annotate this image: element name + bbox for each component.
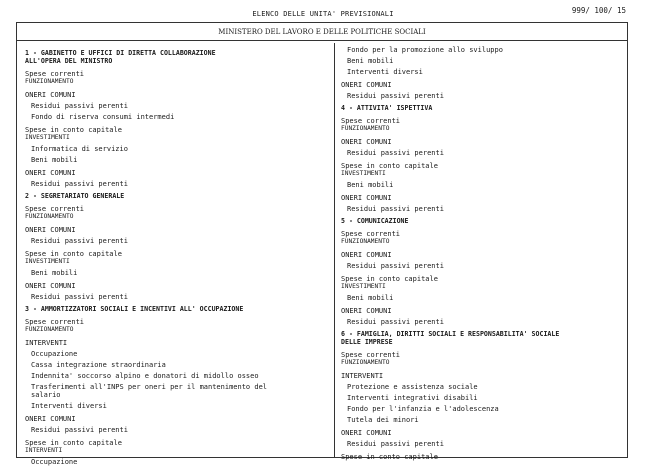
page-reference: 999/ 100/ 15	[571, 6, 626, 15]
section-heading: DELLE IMPRESE	[341, 338, 393, 346]
subcategory-label: INVESTIMENTI	[341, 170, 386, 177]
table-frame	[16, 22, 628, 466]
budget-item: Interventi diversi	[347, 68, 423, 76]
category-label: ONERI COMUNI	[341, 307, 392, 315]
document-title: ELENCO DELLE UNITA' PREVISIONALI	[252, 10, 394, 18]
category-label: Spese in conto capitale	[341, 453, 438, 461]
subcategory-label: FUNZIONAMENTO	[25, 213, 74, 220]
budget-item: Residui passivi perenti	[31, 237, 128, 245]
category-label: INTERVENTI	[25, 339, 68, 347]
budget-item: Beni mobili	[347, 57, 394, 65]
left-column	[25, 45, 325, 466]
budget-item: Cassa integrazione straordinaria	[31, 361, 166, 369]
section-heading: 1 - GABINETTO E UFFICI DI DIRETTA COLLABORAZIONE	[25, 49, 216, 57]
budget-item: Informatica di servizio	[31, 145, 128, 153]
budget-item: Residui passivi perenti	[347, 318, 444, 326]
category-label: ONERI COMUNI	[341, 138, 392, 146]
category-label: ONERI COMUNI	[341, 194, 392, 202]
section-heading: 4 - ATTIVITA' ISPETTIVA	[341, 104, 433, 112]
category-label: Spese correnti	[341, 117, 401, 125]
category-label: Spese in conto capitale	[25, 439, 122, 447]
budget-item: Residui passivi perenti	[31, 102, 128, 110]
category-label: Spese correnti	[341, 351, 401, 359]
category-label: ONERI COMUNI	[25, 226, 76, 234]
budget-item: Fondo per l'infanzia e l'adolescenza	[347, 405, 499, 413]
budget-item: Fondo per la promozione allo sviluppo	[347, 46, 503, 54]
subcategory-label: FUNZIONAMENTO	[25, 326, 74, 333]
budget-item: Residui passivi perenti	[31, 180, 128, 188]
budget-item: salario	[31, 391, 61, 399]
subcategory-label: FUNZIONAMENTO	[341, 238, 390, 245]
category-label: ONERI COMUNI	[25, 91, 76, 99]
budget-item: Beni mobili	[31, 269, 78, 277]
budget-item: Protezione e assistenza sociale	[347, 383, 478, 391]
budget-item: Indennita' soccorso alpino e donatori di midollo osseo	[31, 372, 259, 380]
section-heading: 2 - SEGRETARIATO GENERALE	[25, 192, 125, 200]
category-label: ONERI COMUNI	[25, 415, 76, 423]
category-label: Spese correnti	[25, 318, 85, 326]
budget-item: Tutela dei minori	[347, 416, 419, 424]
budget-item: Residui passivi perenti	[347, 92, 444, 100]
section-heading: 3 - AMMORTIZZATORI SOCIALI E INCENTIVI ALL' OCCUPAZIONE	[25, 305, 244, 313]
budget-item: Interventi diversi	[31, 402, 107, 410]
category-label: Spese in conto capitale	[25, 250, 122, 258]
budget-item: Occupazione	[31, 350, 78, 358]
budget-item: Beni mobili	[31, 156, 78, 164]
subcategory-label: INTERVENTI	[25, 447, 63, 454]
budget-item: Residui passivi perenti	[347, 440, 444, 448]
subcategory-label: FUNZIONAMENTO	[25, 78, 74, 85]
budget-item: Fondo di riserva consumi intermedi	[31, 113, 175, 121]
category-label: Spese in conto capitale	[341, 162, 438, 170]
section-heading: 6 - FAMIGLIA, DIRITTI SOCIALI E RESPONSABILITA' SOCIALE	[341, 330, 560, 338]
category-label: Spese in conto capitale	[25, 126, 122, 134]
category-label: ONERI COMUNI	[25, 169, 76, 177]
subcategory-label: INVESTIMENTI	[341, 283, 386, 290]
column-divider	[334, 43, 335, 457]
subcategory-label: INVESTIMENTI	[25, 258, 70, 265]
section-heading: ALL'OPERA DEL MINISTRO	[25, 57, 113, 65]
budget-item: Residui passivi perenti	[347, 205, 444, 213]
category-label: Spese correnti	[25, 70, 85, 78]
budget-item: Residui passivi perenti	[347, 262, 444, 270]
budget-item: Residui passivi perenti	[347, 149, 444, 157]
right-column	[341, 43, 623, 461]
category-label: ONERI COMUNI	[25, 282, 76, 290]
subcategory-label: INVESTIMENTI	[25, 134, 70, 141]
budget-item: Beni mobili	[347, 294, 394, 302]
category-label: ONERI COMUNI	[341, 251, 392, 259]
category-label: Spese correnti	[341, 230, 401, 238]
budget-item: Residui passivi perenti	[31, 426, 128, 434]
category-label: Spese in conto capitale	[341, 275, 438, 283]
category-label: INTERVENTI	[341, 372, 384, 380]
category-label: ONERI COMUNI	[341, 81, 392, 89]
budget-item: Occupazione	[31, 458, 78, 466]
category-label: Spese correnti	[25, 205, 85, 213]
category-label: ONERI COMUNI	[341, 429, 392, 437]
ministry-header: MINISTERO DEL LAVORO E DELLE POLITICHE SOCIALI	[17, 23, 627, 41]
subcategory-label: FUNZIONAMENTO	[341, 125, 390, 132]
budget-item: Residui passivi perenti	[31, 293, 128, 301]
budget-item: Trasferimenti all'INPS per oneri per il mantenimento del	[31, 383, 268, 391]
budget-item: Beni mobili	[347, 181, 394, 189]
budget-item: Interventi integrativi disabili	[347, 394, 478, 402]
subcategory-label: FUNZIONAMENTO	[341, 359, 390, 366]
section-heading: 5 - COMUNICAZIONE	[341, 217, 409, 225]
